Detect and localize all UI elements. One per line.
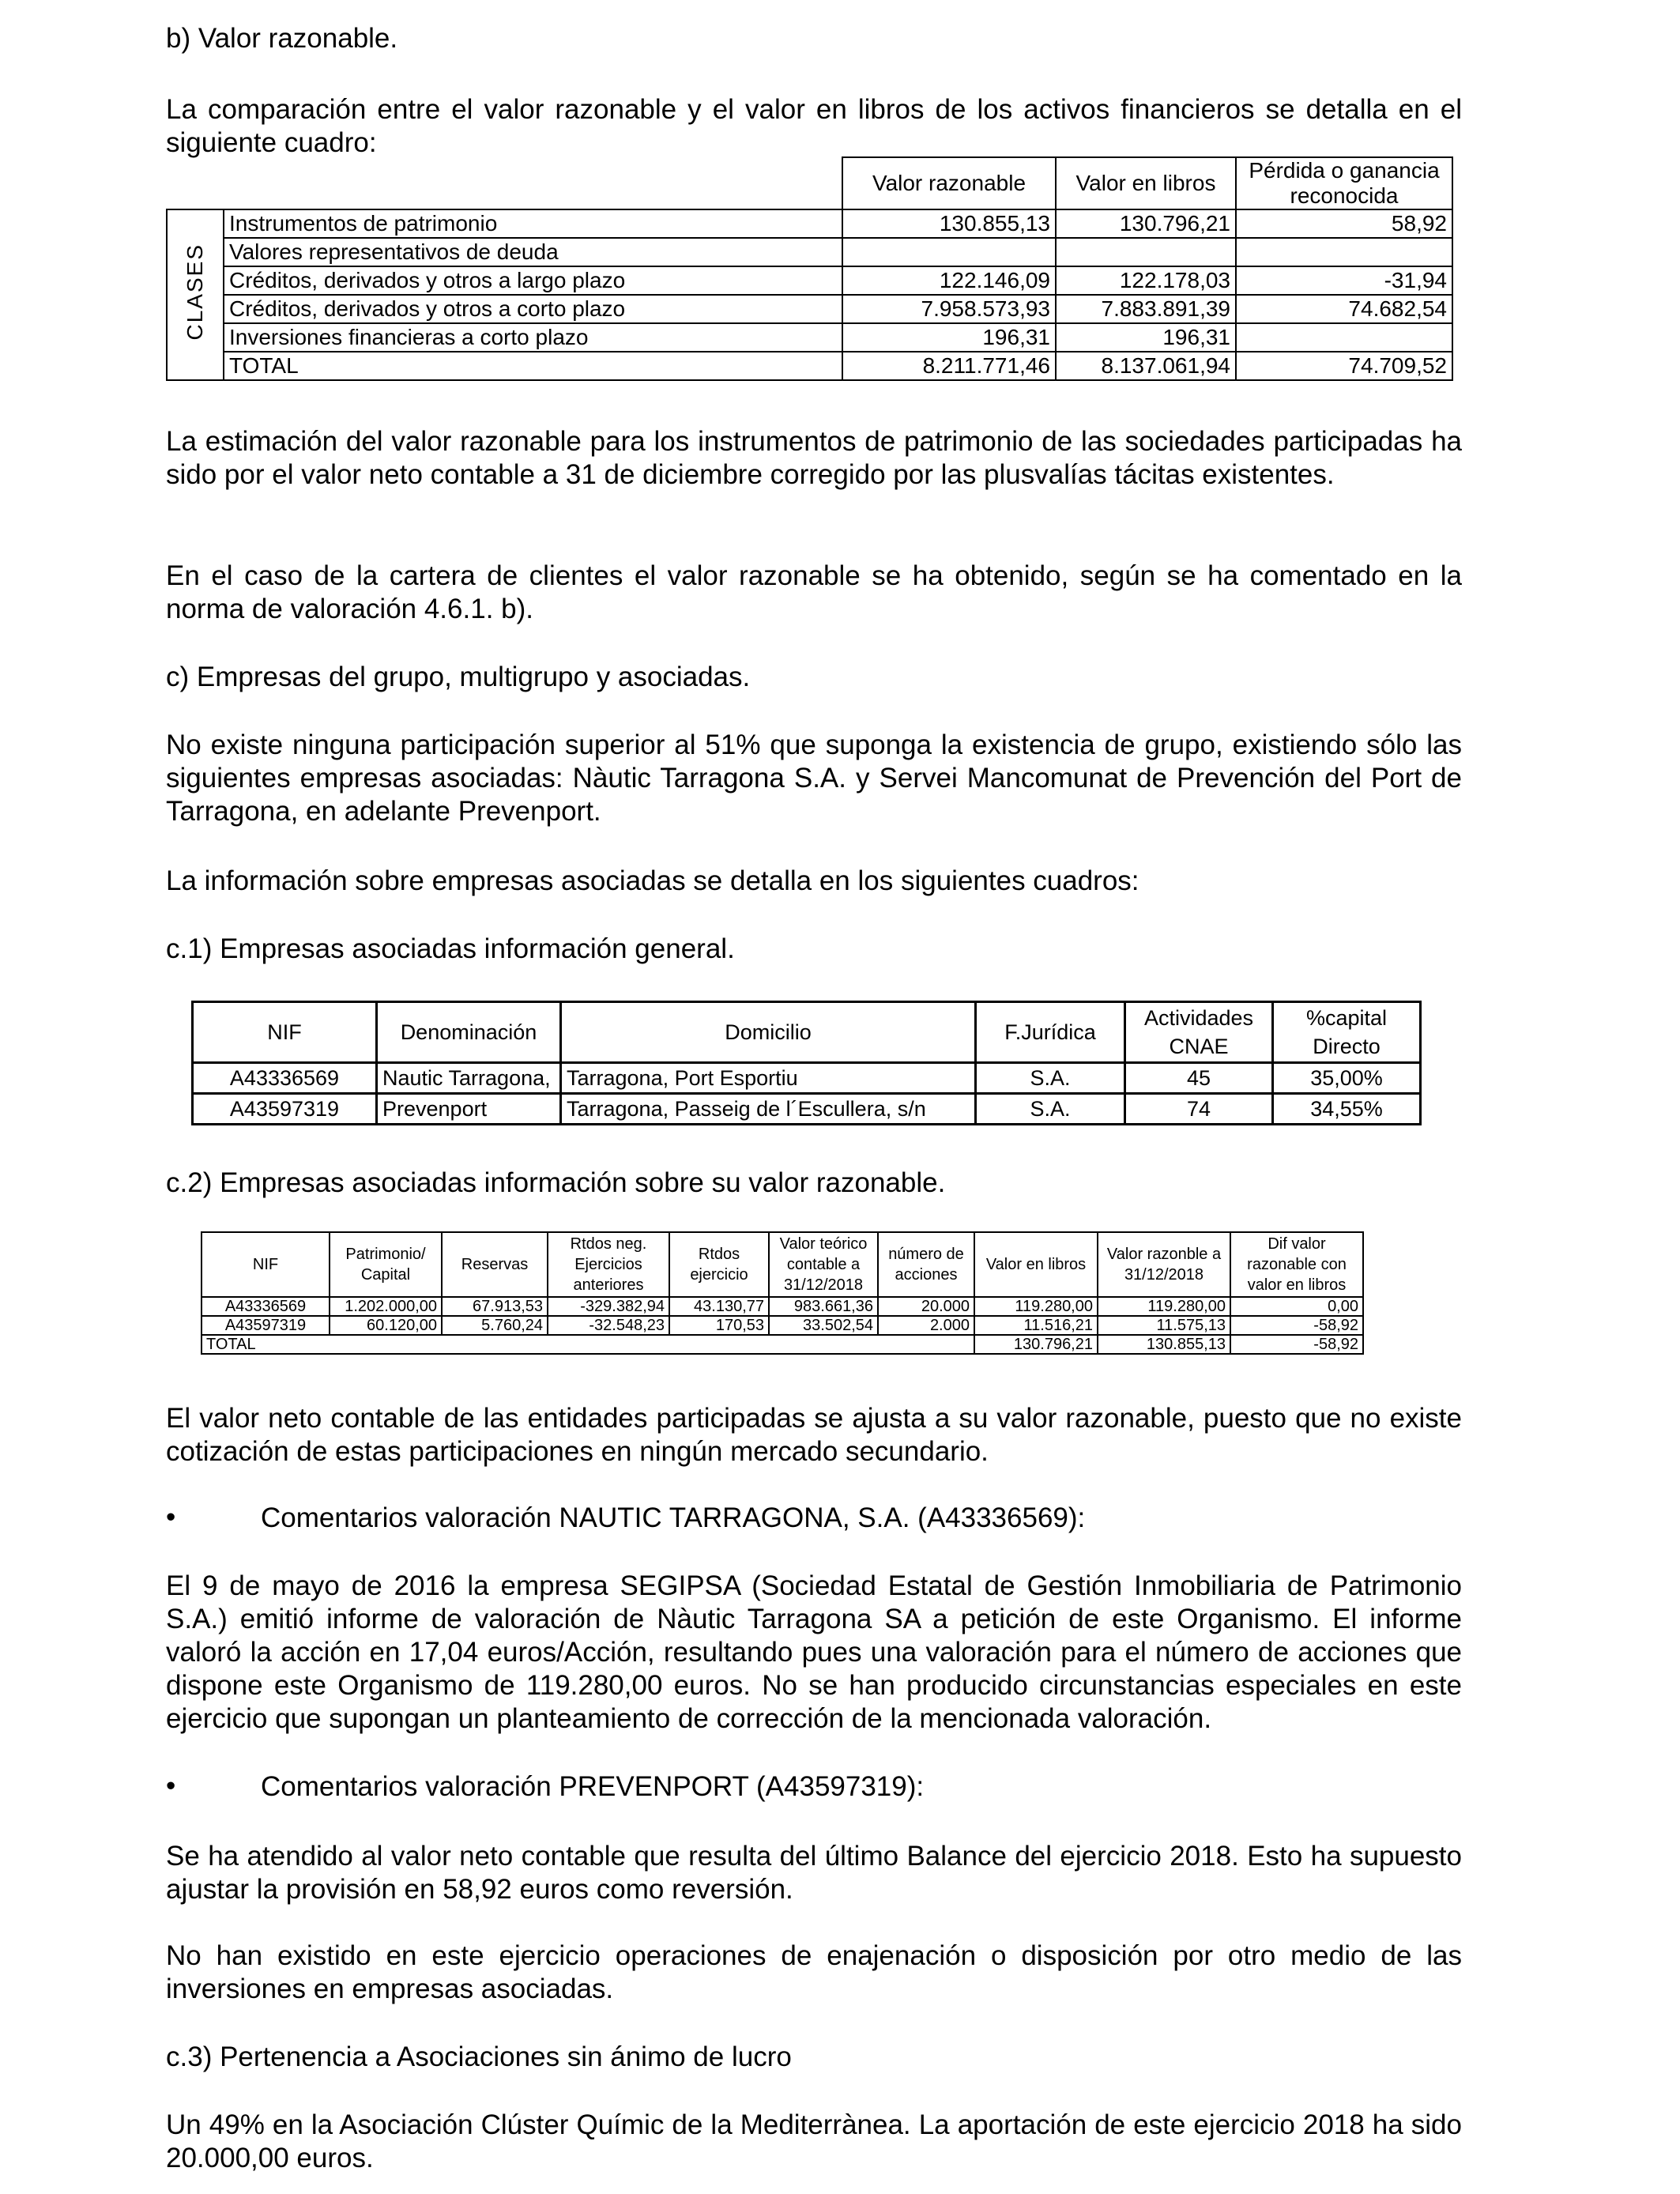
cell-valor-razonable: 119.280,00 bbox=[1098, 1297, 1230, 1316]
row-label: Inversiones financieras a corto plazo bbox=[224, 323, 842, 352]
cell-valor-libros: 122.178,03 bbox=[1056, 266, 1236, 295]
cell-domicilio: Tarragona, Passeig de l´Escullera, s/n bbox=[561, 1094, 976, 1125]
paragraph-participaciones: No existe ninguna participación superior al 51% que suponga la existencia de grupo, existiendo sólo las siguientes empresas asociadas: Nàutic Tarragona S.A. y Servei Mancomunat de Prevención del Port de Tarragona, en adelante Prevenport. bbox=[166, 729, 1462, 827]
row-label: Créditos, derivados y otros a corto plazo bbox=[224, 295, 842, 323]
cell-reservas: 67.913,53 bbox=[442, 1297, 548, 1316]
cell-patrimonio: 1.202.000,00 bbox=[330, 1297, 442, 1316]
c3-heading: c.3) Pertenencia a Asociaciones sin ánimo de lucro bbox=[166, 2041, 792, 2072]
bullet1-text: El 9 de mayo de 2016 la empresa SEGIPSA (Sociedad Estatal de Gestión Inmobiliaria de Patrimonio S.A.) emitió informe de valoración de Nàutic Tarragona SA a petición de este Organismo. El informe valoró la acción en 17,04 euros/Acción, resultando pues una valoración para el número de acciones que dispone este Organismo de 119.280,00 euros. No se han producido circunstancias especiales en este ejercicio que supongan un planteamiento de corrección de la mencionada valoración. bbox=[166, 1570, 1462, 1734]
header-valor-teorico: Valor teórico contable a 31/12/2018 bbox=[769, 1232, 878, 1297]
header-nif: NIF bbox=[202, 1232, 330, 1297]
section-c-heading: c) Empresas del grupo, multigrupo y asociadas. bbox=[166, 662, 751, 692]
cell-rtdos-anteriores: -329.382,94 bbox=[548, 1297, 669, 1316]
total-valor-razonable: 130.855,13 bbox=[1098, 1335, 1230, 1354]
total-valor-libros: 130.796,21 bbox=[974, 1335, 1098, 1354]
table-row bbox=[202, 1316, 1363, 1335]
paragraph-valor-neto: El valor neto contable de las entidades participadas se ajusta a su valor razonable, puesto que no existe cotización de estas participaciones en ningún mercado secundario. bbox=[166, 1403, 1462, 1467]
cell-valor-teorico: 33.502,54 bbox=[769, 1316, 878, 1335]
cell-rtdos-ejercicio: 43.130,77 bbox=[669, 1297, 769, 1316]
cell-valor-libros: 119.280,00 bbox=[974, 1297, 1098, 1316]
cell-valor-libros: 11.516,21 bbox=[974, 1316, 1098, 1335]
cell-diferencia bbox=[1236, 323, 1452, 352]
cell-forma-juridica: S.A. bbox=[976, 1063, 1125, 1094]
cell-valor-teorico: 983.661,36 bbox=[769, 1297, 878, 1316]
cell-nif: A43336569 bbox=[202, 1297, 330, 1316]
cell-acciones: 2.000 bbox=[878, 1316, 974, 1335]
total-row bbox=[202, 1335, 1363, 1354]
cell-dif: -58,92 bbox=[1230, 1316, 1363, 1335]
cell-valor-libros: 7.883.891,39 bbox=[1056, 295, 1236, 323]
cell-capital: 35,00% bbox=[1273, 1063, 1421, 1094]
clases-side-label-cell bbox=[167, 209, 224, 380]
row-label: Valores representativos de deuda bbox=[224, 238, 842, 266]
total-diferencia: 74.709,52 bbox=[1236, 352, 1452, 380]
paragraph-enajenacion: No han existido en este ejercicio operaciones de enajenación o disposición por otro medio de las inversiones en empresas asociadas. bbox=[166, 1940, 1462, 2004]
associates-fair-value-table bbox=[201, 1231, 1364, 1355]
paragraph-estimacion: La estimación del valor razonable para los instrumentos de patrimonio de las sociedades participadas ha sido por el valor neto contable a 31 de diciembre corregido por las plusvalías tácitas existentes. bbox=[166, 426, 1462, 490]
cell-domicilio: Tarragona, Port Esportiu bbox=[561, 1063, 976, 1094]
c2-heading: c.2) Empresas asociadas información sobre su valor razonable. bbox=[166, 1167, 946, 1198]
cell-nif: A43336569 bbox=[193, 1063, 377, 1094]
cell-rtdos-ejercicio: 170,53 bbox=[669, 1316, 769, 1335]
c3-text: Un 49% en la Asociación Clúster Químic de la Mediterrànea. La aportación de este ejercicio 2018 ha sido 20.000,00 euros. bbox=[166, 2109, 1462, 2173]
header-perdida-ganancia: Pérdida o ganancia reconocida bbox=[1236, 157, 1452, 209]
header-nif: NIF bbox=[193, 1002, 377, 1063]
cell-denominacion: Nautic Tarragona, bbox=[377, 1063, 561, 1094]
header-rtdos-anteriores: Rtdos neg. Ejercicios anteriores bbox=[548, 1232, 669, 1297]
bullet-icon: • bbox=[166, 1770, 176, 1801]
bullet2-title: Comentarios valoración PREVENPORT (A43597319): bbox=[261, 1771, 925, 1802]
header-reservas: Reservas bbox=[442, 1232, 548, 1297]
paragraph-cartera-clientes: En el caso de la cartera de clientes el valor razonable se ha obtenido, según se ha comentado en la norma de valoración 4.6.1. b). bbox=[166, 560, 1462, 624]
total-valor-razonable: 8.211.771,46 bbox=[842, 352, 1056, 380]
cell-valor-razonable: 7.958.573,93 bbox=[842, 295, 1056, 323]
paragraph-info-asociadas: La información sobre empresas asociadas se detalla en los siguientes cuadros: bbox=[166, 865, 1139, 896]
cell-diferencia: -31,94 bbox=[1236, 266, 1452, 295]
cell-reservas: 5.760,24 bbox=[442, 1316, 548, 1335]
cell-denominacion: Prevenport bbox=[377, 1094, 561, 1125]
cell-dif: 0,00 bbox=[1230, 1297, 1363, 1316]
total-label: TOTAL bbox=[224, 352, 842, 380]
fair-value-table bbox=[166, 156, 1453, 381]
cell-forma-juridica: S.A. bbox=[976, 1094, 1125, 1125]
header-valor-libros: Valor en libros bbox=[974, 1232, 1098, 1297]
cell-valor-razonable: 11.575,13 bbox=[1098, 1316, 1230, 1335]
header-patrimonio-capital: Patrimonio/ Capital bbox=[330, 1232, 442, 1297]
cell-valor-libros: 130.796,21 bbox=[1056, 209, 1236, 238]
header-dif-valor: Dif valor razonable con valor en libros bbox=[1230, 1232, 1363, 1297]
cell-valor-razonable: 130.855,13 bbox=[842, 209, 1056, 238]
header-domicilio: Domicilio bbox=[561, 1002, 976, 1063]
header-valor-libros: Valor en libros bbox=[1056, 157, 1236, 209]
cell-diferencia: 58,92 bbox=[1236, 209, 1452, 238]
table-row bbox=[202, 1297, 1363, 1316]
cell-diferencia: 74.682,54 bbox=[1236, 295, 1452, 323]
row-label: Créditos, derivados y otros a largo plazo bbox=[224, 266, 842, 295]
blank-cell bbox=[224, 157, 842, 209]
header-forma-juridica: F.Jurídica bbox=[976, 1002, 1125, 1063]
header-valor-razonable: Valor razonble a 31/12/2018 bbox=[1098, 1232, 1230, 1297]
table-row bbox=[193, 1063, 1421, 1094]
cell-diferencia bbox=[1236, 238, 1452, 266]
bullet-icon: • bbox=[166, 1502, 176, 1532]
row-label: Instrumentos de patrimonio bbox=[224, 209, 842, 238]
total-label: TOTAL bbox=[202, 1335, 974, 1354]
bullet1-title: Comentarios valoración NAUTIC TARRAGONA, S.A. (A43336569): bbox=[261, 1502, 1086, 1533]
cell-nif: A43597319 bbox=[193, 1094, 377, 1125]
header-actividades-cnae: Actividades CNAE bbox=[1125, 1002, 1273, 1063]
cell-acciones: 20.000 bbox=[878, 1297, 974, 1316]
cell-valor-libros: 196,31 bbox=[1056, 323, 1236, 352]
header-numero-acciones: número de acciones bbox=[878, 1232, 974, 1297]
bullet2-text: Se ha atendido al valor neto contable que resulta del último Balance del ejercicio 2018. Esto ha supuesto ajustar la provisión en 58,92 euros como reversión. bbox=[166, 1841, 1462, 1905]
total-dif: -58,92 bbox=[1230, 1335, 1363, 1354]
header-capital-directo: %capital Directo bbox=[1273, 1002, 1421, 1063]
table-row bbox=[193, 1094, 1421, 1125]
cell-nif: A43597319 bbox=[202, 1316, 330, 1335]
header-rtdos-ejercicio: Rtdos ejercicio bbox=[669, 1232, 769, 1297]
clases-side-label: CLASES bbox=[183, 243, 207, 341]
header-denominacion: Denominación bbox=[377, 1002, 561, 1063]
cell-valor-razonable bbox=[842, 238, 1056, 266]
cell-cnae: 45 bbox=[1125, 1063, 1273, 1094]
blank-cell bbox=[167, 157, 224, 209]
cell-valor-libros bbox=[1056, 238, 1236, 266]
section-b-heading: b) Valor razonable. bbox=[166, 23, 398, 54]
c1-heading: c.1) Empresas asociadas información general. bbox=[166, 933, 735, 964]
cell-patrimonio: 60.120,00 bbox=[330, 1316, 442, 1335]
cell-valor-razonable: 196,31 bbox=[842, 323, 1056, 352]
cell-valor-razonable: 122.146,09 bbox=[842, 266, 1056, 295]
cell-cnae: 74 bbox=[1125, 1094, 1273, 1125]
section-b-intro: La comparación entre el valor razonable y el valor en libros de los activos financieros se detalla en el siguiente cuadro: bbox=[166, 94, 1462, 158]
cell-capital: 34,55% bbox=[1273, 1094, 1421, 1125]
total-valor-libros: 8.137.061,94 bbox=[1056, 352, 1236, 380]
cell-rtdos-anteriores: -32.548,23 bbox=[548, 1316, 669, 1335]
associates-general-table bbox=[191, 1001, 1422, 1125]
header-valor-razonable: Valor razonable bbox=[842, 157, 1056, 209]
